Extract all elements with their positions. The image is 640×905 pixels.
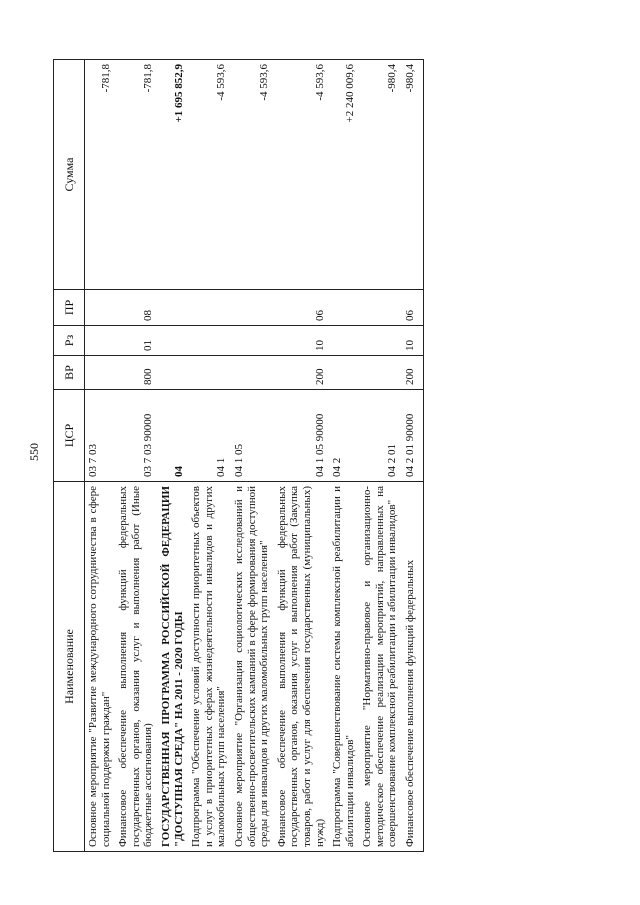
row-rz: 01 [115,326,158,356]
row-rz: 10 [402,326,424,356]
row-name: Подпрограмма "Совершенствование системы комплексной реабилитации и абилитации инвалидов" [329,482,359,852]
table-row [188,60,231,852]
row-pr [188,290,231,326]
row-rz [359,326,402,356]
col-header-rz: Рз [54,326,85,356]
row-sum: -980,4 [402,60,424,290]
row-vr: 800 [115,356,158,390]
row-sum: -781,8 [115,60,158,290]
row-vr [231,356,274,390]
table-row [231,60,274,852]
row-csr: 04 1 [188,390,231,482]
table-row [402,60,424,852]
row-sum: -4 593,6 [231,60,274,290]
row-pr: 06 [402,290,424,326]
page-number: 550 [27,443,41,461]
row-name: Основное мероприятие "Нормативно-правовое и организационно-методическое обеспечение реализации мероприятий, направленных на совершенствование комплексной реабилитации и абилитации инвалидов" [359,482,402,852]
row-csr: 04 2 01 90000 [402,390,424,482]
row-rz [231,326,274,356]
row-name: ГОСУДАРСТВЕННАЯ ПРОГРАММА РОССИЙСКОЙ ФЕДЕРАЦИИ "ДОСТУПНАЯ СРЕДА" НА 2011 - 2020 ГОДЫ [158,482,188,852]
row-pr [231,290,274,326]
row-csr: 04 [158,390,188,482]
table-row [115,60,158,852]
col-header-pr: ПР [54,290,85,326]
row-rz: 10 [274,326,329,356]
row-name: Финансовое обеспечение выполнения функций федеральных [402,482,424,852]
row-vr [329,356,359,390]
row-vr [158,356,188,390]
row-rz [85,326,116,356]
budget-table [53,59,424,852]
row-pr [329,290,359,326]
row-sum: +1 695 852,9 [158,60,188,290]
row-rz [188,326,231,356]
row-sum: -781,8 [85,60,116,290]
row-csr: 04 1 05 [231,390,274,482]
row-vr: 200 [402,356,424,390]
row-sum: +2 240 009,6 [329,60,359,290]
col-header-vr: ВР [54,356,85,390]
rotated-page [53,60,606,852]
row-name: Подпрограмма "Обеспечение условий доступности приоритетных объектов и услуг в приоритетных сферах жизнедеятельности инвалидов и других маломобильных групп населения" [188,482,231,852]
row-sum: -980,4 [359,60,402,290]
row-sum: -4 593,6 [188,60,231,290]
col-header-sum: Сумма [54,60,85,290]
row-csr: 04 2 [329,390,359,482]
row-name: Финансовое обеспечение выполнения функций федеральных государственных органов, оказания услуг и выполнения работ (Закупка товаров, работ и услуг для обеспечения государственных (муниципальных) нужд) [274,482,329,852]
table-row [158,60,188,852]
table-row [359,60,402,852]
row-vr: 200 [274,356,329,390]
row-vr [188,356,231,390]
row-csr: 03 7 03 90000 [115,390,158,482]
row-pr [85,290,116,326]
header-row [54,60,85,852]
row-csr: 04 2 01 [359,390,402,482]
row-name: Основное мероприятие "Организация социологических исследований и общественно-просветительских кампаний в сфере формирования доступной среды для инвалидов и других маломобильных групп населения" [231,482,274,852]
row-vr [85,356,116,390]
row-pr [359,290,402,326]
table-row [329,60,359,852]
row-vr [359,356,402,390]
table-row [274,60,329,852]
row-pr: 08 [115,290,158,326]
row-csr: 04 1 05 90000 [274,390,329,482]
row-name: Финансовое обеспечение выполнения функций федеральных государственных органов, оказания услуг и выполнения работ (Иные бюджетные ассигнования) [115,482,158,852]
row-rz [329,326,359,356]
col-header-csr: ЦСР [54,390,85,482]
row-pr: 06 [274,290,329,326]
row-pr [158,290,188,326]
col-header-name: Наименование [54,482,85,852]
table-row [85,60,116,852]
row-csr: 03 7 03 [85,390,116,482]
row-rz [158,326,188,356]
row-sum: -4 593,6 [274,60,329,290]
row-name: Основное мероприятие "Развитие международного сотрудничества в сфере социальной поддержки граждан" [85,482,116,852]
